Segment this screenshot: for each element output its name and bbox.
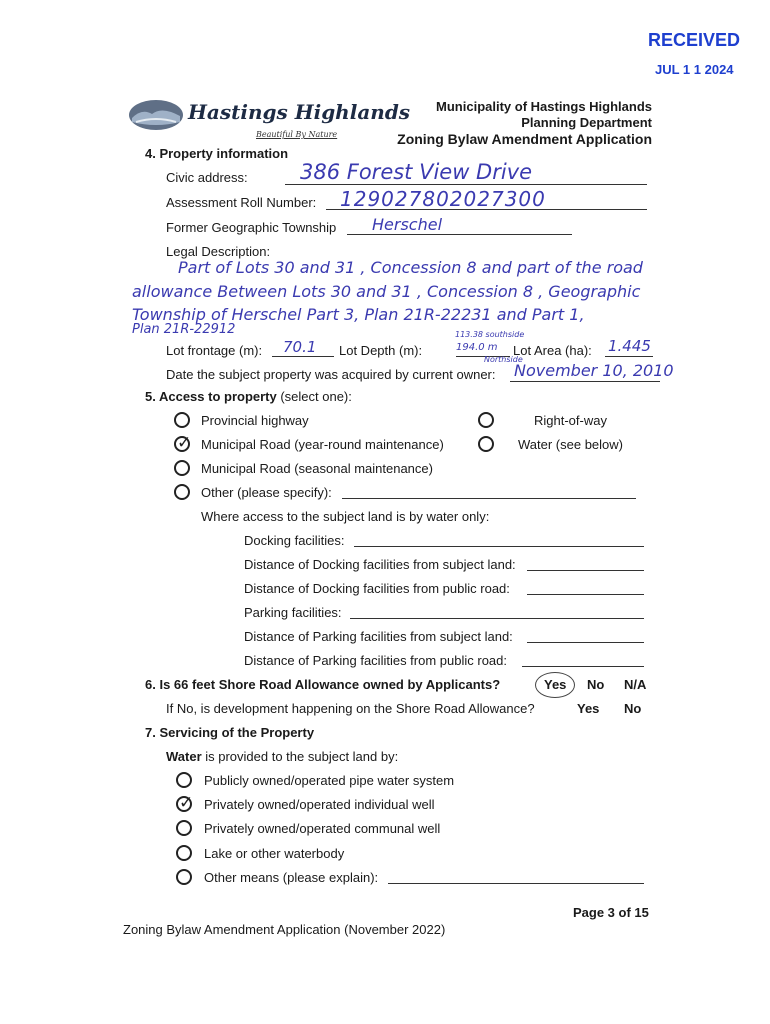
other-water-line[interactable] xyxy=(388,883,644,884)
header-form-title: Zoning Bylaw Amendment Application xyxy=(397,131,652,147)
lot-area-value[interactable]: 1.445 xyxy=(608,337,651,355)
parking-facilities-line[interactable] xyxy=(350,618,644,619)
radio-provincial-highway[interactable] xyxy=(174,412,190,428)
header-municipality: Municipality of Hastings Highlands xyxy=(436,99,652,114)
lot-frontage-line xyxy=(272,356,334,357)
section-4-title: 4. Property information xyxy=(145,146,289,161)
radio-private-well[interactable] xyxy=(176,793,194,812)
lot-depth-label: Lot Depth (m): xyxy=(339,343,423,358)
shore-yes-circle xyxy=(535,672,575,698)
docking-facilities-label: Docking facilities: xyxy=(244,533,345,548)
check-mark-icon: ✓ xyxy=(177,433,192,452)
radio-public-water[interactable] xyxy=(176,772,192,788)
option-municipal-seasonal-label: Municipal Road (seasonal maintenance) xyxy=(201,461,433,476)
legal-description-line-2[interactable]: allowance Between Lots 30 and 31 , Concession 8 , Geographic xyxy=(132,282,641,301)
check-mark-icon: ✓ xyxy=(179,793,194,812)
option-public-water-label: Publicly owned/operated pipe water system xyxy=(204,773,455,788)
lot-area-line xyxy=(605,356,653,357)
parking-distance-road-label: Distance of Parking facilities from public road: xyxy=(244,653,508,668)
lot-frontage-value[interactable]: 70.1 xyxy=(283,338,317,356)
shore-yes-option[interactable]: Yes xyxy=(544,677,567,692)
lot-depth-value[interactable]: 194.0 m xyxy=(456,342,498,353)
option-communal-well-label: Privately owned/operated communal well xyxy=(204,821,441,836)
header-block xyxy=(380,99,652,147)
option-municipal-year-round-label: Municipal Road (year-round maintenance) xyxy=(201,437,444,452)
radio-lake-waterbody[interactable] xyxy=(176,845,192,861)
shore-sub-question: If No, is development happening on the Shore Road Allowance? xyxy=(166,701,535,716)
shore-sub-no-option[interactable]: No xyxy=(624,701,642,716)
township-label: Former Geographic Township xyxy=(166,220,337,235)
section-6-title: 6. Is 66 feet Shore Road Allowance owned by Applicants? xyxy=(145,677,501,692)
legal-description-line-4[interactable]: Plan 21R-22912 xyxy=(132,322,236,337)
docking-distance-land-label: Distance of Docking facilities from subject land: xyxy=(244,557,516,572)
township-line xyxy=(347,234,572,235)
parking-distance-land-line[interactable] xyxy=(527,642,644,643)
radio-communal-well[interactable] xyxy=(176,820,192,836)
page-number: Page 3 of 15 xyxy=(573,905,649,920)
legal-description-line-1[interactable]: Part of Lots 30 and 31 , Concession 8 and part of the road xyxy=(178,258,643,277)
township-value[interactable]: Herschel xyxy=(372,215,443,234)
docking-distance-land-line[interactable] xyxy=(527,570,644,571)
roll-number-value[interactable]: 129027802027300 xyxy=(340,187,546,211)
received-date: JUL 1 1 2024 xyxy=(655,62,734,77)
other-access-line[interactable] xyxy=(342,498,636,499)
parking-facilities-label: Parking facilities: xyxy=(244,605,342,620)
option-water-access-label: Water (see below) xyxy=(518,437,623,452)
roll-number-label: Assessment Roll Number: xyxy=(166,195,317,210)
option-lake-waterbody-label: Lake or other waterbody xyxy=(204,846,345,861)
legal-description-label: Legal Description: xyxy=(166,244,271,259)
option-private-well-label: Privately owned/operated individual well xyxy=(204,797,435,812)
option-right-of-way-label: Right-of-way xyxy=(534,413,607,428)
docking-distance-road-line[interactable] xyxy=(527,594,644,595)
shore-sub-yes-option[interactable]: Yes xyxy=(577,701,600,716)
parking-distance-road-line[interactable] xyxy=(522,666,644,667)
civic-address-line xyxy=(285,184,647,185)
section-5-title-bold: 5. Access to property xyxy=(145,389,277,404)
section-7-title: 7. Servicing of the Property xyxy=(145,725,315,740)
shore-na-option[interactable]: N/A xyxy=(624,677,647,692)
acquired-date-line xyxy=(510,381,660,382)
legal-description-line-3[interactable]: Township of Herschel Part 3, Plan 21R-22231 and Part 1, xyxy=(132,305,585,324)
logo-emblem-icon xyxy=(128,98,184,132)
shore-no-option[interactable]: No xyxy=(587,677,605,692)
civic-address-label: Civic address: xyxy=(166,170,248,185)
lot-frontage-label: Lot frontage (m): xyxy=(166,343,263,358)
acquired-date-label: Date the subject property was acquired by current owner: xyxy=(166,367,496,382)
radio-municipal-year-round[interactable] xyxy=(174,433,192,452)
parking-distance-land-label: Distance of Parking facilities from subject land: xyxy=(244,629,513,644)
radio-other-access[interactable] xyxy=(174,484,190,500)
lot-depth-note-top: 113.38 southside xyxy=(455,330,525,339)
section-5-title xyxy=(145,389,352,404)
water-provided-intro xyxy=(166,749,398,764)
section-5-title-suffix: (select one): xyxy=(276,389,352,404)
docking-facilities-line[interactable] xyxy=(354,546,644,547)
acquired-date-value[interactable]: November 10, 2010 xyxy=(514,361,674,380)
lot-area-label: Lot Area (ha): xyxy=(513,343,592,358)
logo-tagline: Beautiful By Nature xyxy=(256,130,338,139)
radio-right-of-way[interactable] xyxy=(478,412,494,428)
radio-municipal-seasonal[interactable] xyxy=(174,460,190,476)
radio-other-water[interactable] xyxy=(176,869,192,885)
footer-document-title: Zoning Bylaw Amendment Application (November 2022) xyxy=(123,922,446,937)
docking-distance-road-label: Distance of Docking facilities from public road: xyxy=(244,581,510,596)
water-intro-bold: Water xyxy=(166,749,202,764)
logo xyxy=(128,96,411,144)
received-stamp: RECEIVED xyxy=(648,30,741,50)
logo-name: Hastings Highlands xyxy=(188,100,411,124)
water-intro-rest: is provided to the subject land by: xyxy=(201,749,399,764)
water-access-intro: Where access to the subject land is by water only: xyxy=(201,509,490,524)
option-other-water-label: Other means (please explain): xyxy=(204,870,379,885)
radio-water-access[interactable] xyxy=(478,436,494,452)
option-other-access-label: Other (please specify): xyxy=(201,485,332,500)
civic-address-value[interactable]: 386 Forest View Drive xyxy=(300,160,533,184)
option-provincial-highway-label: Provincial highway xyxy=(201,413,309,428)
header-department: Planning Department xyxy=(521,115,652,130)
lot-depth-note-bottom: Northside xyxy=(484,355,523,364)
